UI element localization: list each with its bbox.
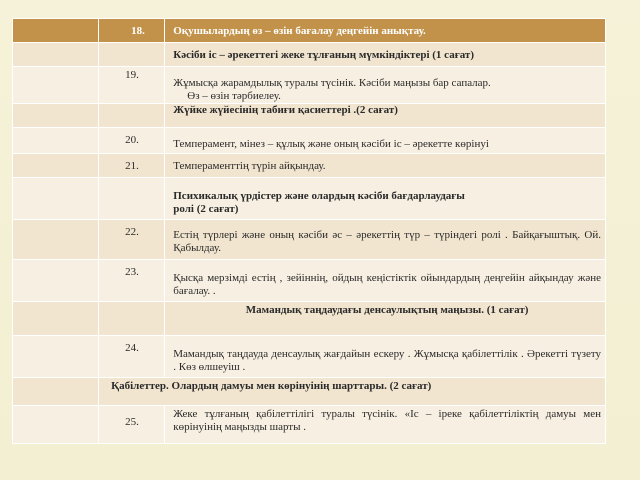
- cell-empty: [13, 43, 99, 67]
- row-topic: [165, 67, 606, 104]
- table-row-20: [13, 128, 606, 154]
- row-number: 25.: [99, 406, 165, 444]
- section-heading: Мамандық таңдаудағы денсаулықтың маңызы. (1 сағат): [165, 302, 606, 336]
- table-row-23: [13, 260, 606, 302]
- row-topic: Жеке тұлғаның қабілеттілігі туралы түсінік. «Іс – іреке қабілеттіліктің дамуы мен көрінуінің маңызды шарты .: [165, 406, 606, 444]
- row-topic: Темперамент, мінез – құлық және оның кәсіби іс – әрекетте көрінуі: [165, 128, 606, 154]
- cell-empty: [99, 104, 165, 128]
- section-heading: Қабілеттер. Олардың дамуы мен көрінуінің шарттары. (2 сағат): [99, 378, 606, 406]
- row-topic: Қысқа мерзімді естің , зейіннің, ойдың кеңістіктік ойындардың деңгейін айқындау және бағалау. .: [165, 260, 606, 302]
- table-row-22: [13, 220, 606, 260]
- heading-line: Психикалық үрдістер және олардың кәсіби бағдарлаудағы: [173, 190, 465, 202]
- row-number: 18.: [99, 19, 165, 43]
- section-heading: [165, 178, 606, 220]
- topic-line: Жұмысқа жарамдылық туралы түсінік. Кәсіби маңызы бар сапалар.: [173, 77, 491, 89]
- heading-line: ролі (2 сағат): [173, 203, 239, 215]
- row-topic: Мамандық таңдауда денсаулық жағдайын ескеру . Жұмысқа қабілеттілік . Әрекетті түзету . Көз өлшеуіш .: [165, 336, 606, 378]
- cell-empty: [13, 128, 99, 154]
- section-row: [13, 302, 606, 336]
- cell-empty: [13, 406, 99, 444]
- table-row-18: [13, 19, 606, 43]
- section-row: [13, 104, 606, 128]
- cell-empty: [99, 178, 165, 220]
- cell-empty: [13, 260, 99, 302]
- cell-empty: [13, 220, 99, 260]
- row-number: 21.: [99, 154, 165, 178]
- section-row: [13, 378, 606, 406]
- topic-line: Өз – өзін тәрбиелеу.: [187, 90, 281, 102]
- cell-empty: [13, 67, 99, 104]
- section-row: [13, 43, 606, 67]
- cell-empty: [99, 43, 165, 67]
- section-row: [13, 178, 606, 220]
- cell-empty: [13, 154, 99, 178]
- row-topic: Оқушылардың өз – өзін бағалау деңгейін анықтау.: [165, 19, 606, 43]
- row-number: 23.: [99, 260, 165, 302]
- cell-empty: [13, 104, 99, 128]
- table-row-21: [13, 154, 606, 178]
- cell-empty: [13, 302, 99, 336]
- table-row-24: [13, 336, 606, 378]
- section-heading: Кәсіби іс – әрекеттегі жеке тұлғаның мүмкіндіктері (1 сағат): [165, 43, 606, 67]
- table-row-25: [13, 406, 606, 444]
- cell-empty: [13, 19, 99, 43]
- cell-empty: [99, 302, 165, 336]
- curriculum-table: [12, 18, 606, 444]
- row-number: 20.: [99, 128, 165, 154]
- row-number: 22.: [99, 220, 165, 260]
- row-number: 19.: [99, 67, 165, 104]
- cell-empty: [13, 378, 99, 406]
- row-topic: Естің түрлері және оның кәсіби әс – әрекеттің түр – түріндегі ролі . Байқағыштық. Ой. Қабылдау.: [165, 220, 606, 260]
- row-topic: Темпераменттің түрін айқындау.: [165, 154, 606, 178]
- row-number: 24.: [99, 336, 165, 378]
- table-row-19: [13, 67, 606, 104]
- cell-empty: [13, 336, 99, 378]
- section-heading: Жүйке жүйесінің табиғи қасиеттері .(2 сағат): [165, 104, 606, 128]
- cell-empty: [13, 178, 99, 220]
